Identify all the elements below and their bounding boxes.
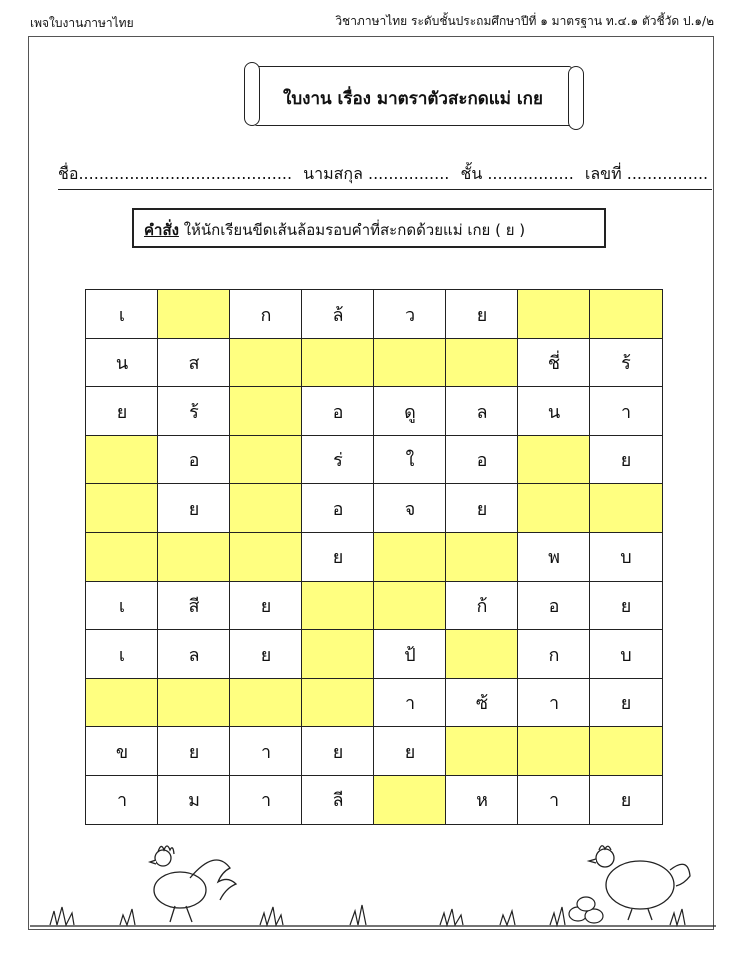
grid-cell[interactable]: พ bbox=[517, 532, 591, 582]
grid-cell[interactable] bbox=[589, 726, 663, 776]
grid-cell[interactable]: ใ bbox=[373, 435, 447, 485]
grid-cell[interactable] bbox=[445, 726, 519, 776]
grid-cell[interactable]: ย bbox=[157, 726, 231, 776]
grid-cell[interactable]: ว bbox=[373, 289, 447, 339]
grid-cell[interactable] bbox=[373, 581, 447, 631]
grid-cell[interactable]: า bbox=[517, 678, 591, 728]
hen-illustration bbox=[589, 846, 690, 920]
scroll-body bbox=[254, 66, 572, 126]
word-search-grid bbox=[85, 289, 663, 825]
grid-cell[interactable] bbox=[229, 435, 303, 485]
grid-cell[interactable]: ม bbox=[157, 775, 231, 825]
grid-cell[interactable]: ย bbox=[445, 483, 519, 533]
grid-cell[interactable]: เ bbox=[85, 629, 159, 679]
grid-cell[interactable] bbox=[229, 338, 303, 388]
eggs-illustration bbox=[569, 897, 603, 923]
grid-cell[interactable] bbox=[517, 483, 591, 533]
instruction-label: คำสั่ง bbox=[144, 221, 179, 239]
grid-cell[interactable]: อ bbox=[301, 483, 375, 533]
grid-cell[interactable] bbox=[85, 483, 159, 533]
grid-cell[interactable]: ก้ bbox=[445, 581, 519, 631]
grid-cell[interactable] bbox=[517, 726, 591, 776]
grid-cell[interactable]: ย bbox=[229, 581, 303, 631]
grid-cell[interactable]: ป้ bbox=[373, 629, 447, 679]
grid-cell[interactable]: จ bbox=[373, 483, 447, 533]
rooster-illustration bbox=[150, 846, 236, 922]
grid-cell[interactable]: ล bbox=[445, 386, 519, 436]
grid-cell[interactable]: อ bbox=[517, 581, 591, 631]
grid-cell[interactable]: ร้ bbox=[589, 338, 663, 388]
grid-cell[interactable]: ซ้ bbox=[445, 678, 519, 728]
grid-cell[interactable]: บ bbox=[589, 629, 663, 679]
grid-cell[interactable]: ย bbox=[589, 435, 663, 485]
grid-cell[interactable] bbox=[589, 289, 663, 339]
instruction-text: ให้นักเรียนขีดเส้นล้อมรอบคำที่สะกดด้วยแม่ เกย ( ย ) bbox=[178, 221, 526, 239]
grid-cell[interactable] bbox=[589, 483, 663, 533]
grid-cell[interactable]: ข bbox=[85, 726, 159, 776]
grid-cell[interactable] bbox=[517, 289, 591, 339]
grid-cell[interactable]: ดู bbox=[373, 386, 447, 436]
grid-cell[interactable]: ย bbox=[589, 678, 663, 728]
number-field[interactable]: เลขที่ ................ bbox=[584, 164, 709, 183]
grid-cell[interactable]: ย bbox=[373, 726, 447, 776]
grid-cell[interactable] bbox=[373, 338, 447, 388]
grid-cell[interactable] bbox=[229, 483, 303, 533]
grid-cell[interactable]: า bbox=[229, 775, 303, 825]
name-field[interactable]: ชื่อ.......................................... bbox=[58, 164, 293, 183]
class-field[interactable]: ชั้น ................. bbox=[460, 164, 574, 183]
instruction-box bbox=[132, 208, 606, 248]
grid-cell[interactable]: ก bbox=[517, 629, 591, 679]
grid-cell[interactable]: า bbox=[229, 726, 303, 776]
grid-cell[interactable] bbox=[85, 435, 159, 485]
grid-cell[interactable]: อ bbox=[445, 435, 519, 485]
grid-cell[interactable]: า bbox=[589, 386, 663, 436]
header-right: วิชาภาษาไทย ระดับชั้นประถมศึกษาปีที่ ๑ มาตรฐาน ท.๔.๑ ตัวชี้วัด ป.๑/๒ bbox=[335, 14, 714, 28]
grid-cell[interactable]: ย bbox=[301, 532, 375, 582]
grid-cell[interactable] bbox=[373, 775, 447, 825]
grid-cell[interactable]: น bbox=[517, 386, 591, 436]
student-info-line bbox=[58, 162, 712, 190]
grid-cell[interactable]: เ bbox=[85, 289, 159, 339]
grid-cell[interactable]: สี bbox=[157, 581, 231, 631]
grid-cell[interactable]: ชี่ bbox=[517, 338, 591, 388]
grid-cell[interactable]: า bbox=[85, 775, 159, 825]
grid-cell[interactable]: ย bbox=[589, 581, 663, 631]
grid-cell[interactable]: ย bbox=[85, 386, 159, 436]
grid-cell[interactable] bbox=[301, 581, 375, 631]
grid-cell[interactable] bbox=[229, 532, 303, 582]
grid-cell[interactable]: ส bbox=[157, 338, 231, 388]
grid-cell[interactable]: น bbox=[85, 338, 159, 388]
grid-cell[interactable] bbox=[229, 678, 303, 728]
grid-cell[interactable]: ย bbox=[229, 629, 303, 679]
grid-cell[interactable] bbox=[157, 289, 231, 339]
grid-cell[interactable]: ก bbox=[229, 289, 303, 339]
grid-cell[interactable] bbox=[445, 338, 519, 388]
grid-cell[interactable]: เ bbox=[85, 581, 159, 631]
grid-cell[interactable] bbox=[445, 629, 519, 679]
title-scroll bbox=[244, 62, 584, 130]
grid-cell[interactable] bbox=[517, 435, 591, 485]
surname-field[interactable]: นามสกุล ................ bbox=[303, 164, 450, 183]
grid-cell[interactable] bbox=[373, 532, 447, 582]
grid-cell[interactable]: า bbox=[373, 678, 447, 728]
grid-cell[interactable]: ห bbox=[445, 775, 519, 825]
grid-cell[interactable]: ย bbox=[301, 726, 375, 776]
scroll-curl-left bbox=[244, 62, 260, 126]
grid-cell[interactable] bbox=[301, 629, 375, 679]
grid-cell[interactable]: ย bbox=[589, 775, 663, 825]
grass-illustration bbox=[30, 905, 716, 926]
grid-cell[interactable]: อ bbox=[301, 386, 375, 436]
header-left: เพจใบงานภาษาไทย bbox=[30, 16, 134, 30]
grid-cell[interactable] bbox=[229, 386, 303, 436]
grid-cell[interactable]: ล bbox=[157, 629, 231, 679]
grid-cell[interactable]: า bbox=[517, 775, 591, 825]
grid-cell[interactable]: ย bbox=[445, 289, 519, 339]
grid-cell[interactable] bbox=[301, 338, 375, 388]
grid-cell[interactable] bbox=[157, 678, 231, 728]
page-title: ใบงาน เรื่อง มาตราตัวสะกดแม่ เกย bbox=[283, 89, 543, 109]
grid-cell[interactable] bbox=[445, 532, 519, 582]
grid-cell[interactable] bbox=[85, 678, 159, 728]
scroll-curl-right bbox=[568, 66, 584, 130]
grid-cell[interactable]: ร่ bbox=[301, 435, 375, 485]
grid-cell[interactable] bbox=[85, 532, 159, 582]
grid-cell[interactable]: ล้ bbox=[301, 289, 375, 339]
grid-cell[interactable]: ลี bbox=[301, 775, 375, 825]
grid-cell[interactable]: ย bbox=[157, 483, 231, 533]
grid-cell[interactable]: ร้ bbox=[157, 386, 231, 436]
grid-cell[interactable] bbox=[301, 678, 375, 728]
farm-illustration bbox=[30, 830, 716, 930]
grid-cell[interactable]: บ bbox=[589, 532, 663, 582]
grid-cell[interactable]: อ bbox=[157, 435, 231, 485]
grid-cell[interactable] bbox=[157, 532, 231, 582]
